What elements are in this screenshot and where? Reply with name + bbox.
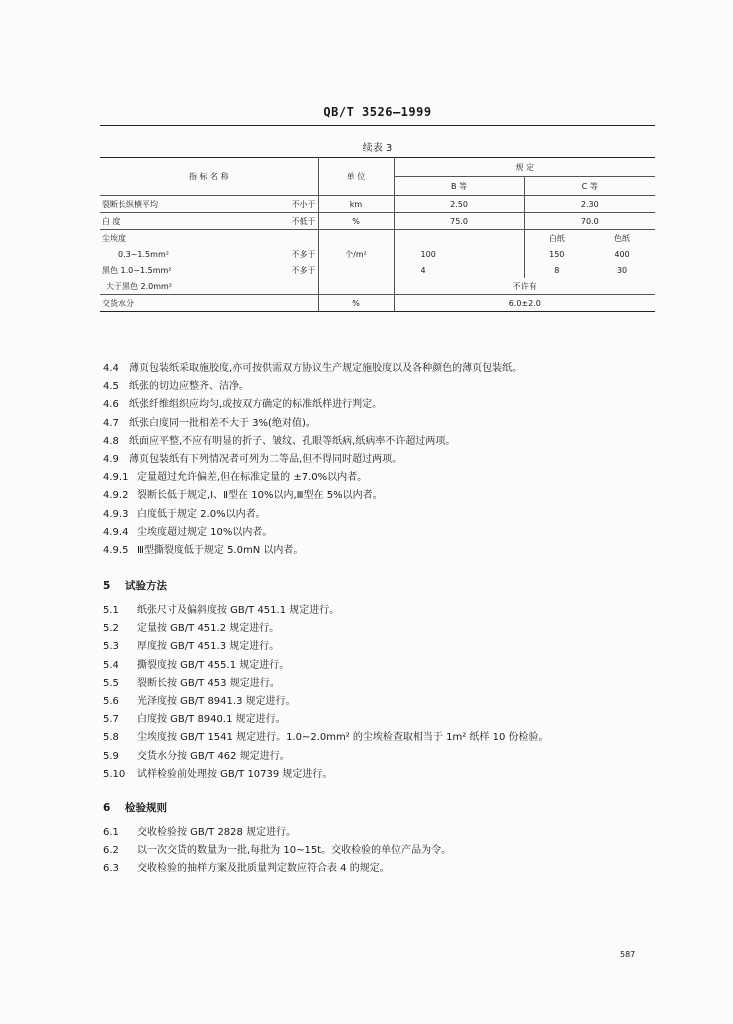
clause-item [103, 657, 663, 675]
clause-number: 5.5 [103, 677, 119, 689]
clause-item [103, 620, 663, 638]
clause-number: 5.4 [103, 659, 119, 671]
clause-text: 纸张白度同一批相差不大于 3%(绝对值)。 [129, 417, 316, 429]
clause-number: 6.1 [103, 827, 119, 838]
clause-item [103, 451, 663, 469]
row-name: 大于黑色 2.0mm² [106, 281, 173, 291]
clause-text: 撕裂度按 GB/T 455.1 规定进行。 [137, 659, 290, 671]
table-row [100, 196, 655, 213]
row-color-value: 400 [614, 249, 630, 259]
table-row [100, 278, 655, 295]
header-grade-b: B 等 [394, 177, 524, 196]
header-unit: 单 位 [318, 158, 394, 196]
table-row [100, 213, 655, 230]
clause-number: 5.6 [103, 695, 119, 707]
table-row [100, 246, 655, 262]
clause-item [103, 487, 663, 505]
clause-item [103, 675, 663, 693]
row-white-value: 8 [554, 265, 560, 275]
clause-number: 4.6 [103, 399, 119, 411]
row-name: 0.3~1.5mm² [118, 249, 169, 259]
clause-number: 4.9.2 [103, 490, 129, 502]
section-heading-5 [103, 578, 167, 593]
clause-text: 定量按 GB/T 451.2 规定进行。 [137, 623, 280, 635]
clause-item [103, 860, 663, 878]
row-limit: 不多于 [230, 262, 318, 278]
clause-number: 5.10 [103, 768, 126, 780]
clause-text: Ⅲ型撕裂度低于规定 5.0mN 以内者。 [137, 544, 304, 556]
clause-text: 纸张尺寸及偏斜度按 GB/T 451.1 规定进行。 [137, 605, 340, 616]
clause-text: 定量超过允许偏差,但在标准定量的 ±7.0%以内者。 [137, 472, 368, 484]
clause-text: 厚度按 GB/T 451.3 规定进行。 [137, 641, 280, 653]
clause-number: 4.5 [103, 381, 119, 393]
row-unit: % [318, 295, 394, 312]
clauses-section-4 [103, 360, 663, 560]
dust-color-paper-label: 色纸 [589, 230, 655, 247]
clause-text: 以一次交货的数量为一批,每批为 10~15t。交收检验的单位产品为令。 [137, 845, 452, 857]
clause-item [103, 638, 663, 656]
row-unit: km [318, 196, 394, 213]
table-row [100, 262, 655, 278]
clause-text: 纸张纤维组织应均匀,或按双方确定的标准纸样进行判定。 [129, 399, 383, 411]
row-name: 裂断长纵横平均 [100, 196, 230, 213]
header-spec: 规 定 [394, 158, 655, 177]
section-title: 试验方法 [125, 580, 167, 592]
row-white-value: 150 [549, 249, 565, 259]
clause-text: 纸面应平整,不应有明显的折子、皱纹、孔眼等纸病,纸病率不许超过两项。 [129, 435, 456, 447]
row-limit: 不低于 [230, 213, 318, 230]
row-limit: 不小于 [230, 196, 318, 213]
clause-number: 4.8 [103, 435, 119, 447]
page-number: 587 [620, 950, 636, 959]
row-grade-c-value: 70.0 [524, 213, 655, 230]
clause-number: 5.1 [103, 605, 119, 616]
table-row [100, 295, 655, 312]
clause-item [103, 602, 663, 620]
row-grade-b-value: 4 [394, 262, 524, 278]
row-grade-b-value: 75.0 [394, 213, 524, 230]
clause-item [103, 693, 663, 711]
row-name: 交货水分 [100, 295, 230, 312]
clause-number: 6.2 [103, 845, 119, 857]
clause-text: 薄页包装纸采取施胶度,亦可按供需双方协议生产规定施胶度以及各种颜色的薄页包装纸。 [129, 363, 523, 374]
clauses-section-6 [103, 824, 663, 879]
clause-text: 尘埃度超过规定 10%以内者。 [137, 526, 273, 538]
row-name: 尘埃度 [100, 230, 230, 247]
section-title: 检验规则 [125, 802, 167, 814]
section-number: 6 [103, 802, 111, 814]
clause-item [103, 824, 663, 842]
clause-item [103, 469, 663, 487]
clause-number: 5.9 [103, 750, 119, 762]
section-heading-6 [103, 800, 167, 815]
row-unit: 个/m² [318, 246, 394, 262]
clause-text: 纸张的切边应整齐、洁净。 [129, 381, 249, 393]
clause-item [103, 396, 663, 414]
clause-number: 5.2 [103, 623, 119, 635]
clause-text: 裂断长低于规定,Ⅰ、Ⅱ型在 10%以内,Ⅲ型在 5%以内者。 [137, 490, 383, 502]
row-merged-value: 6.0±2.0 [394, 295, 655, 312]
row-grade-b-value: 100 [394, 246, 524, 262]
header-indicator-name: 指 标 名 称 [100, 158, 318, 196]
clause-text: 交收检验按 GB/T 2828 规定进行。 [137, 827, 297, 838]
clause-number: 4.9.4 [103, 526, 129, 538]
clause-item [103, 711, 663, 729]
row-name: 白 度 [100, 213, 230, 230]
clause-text: 白度按 GB/T 8940.1 规定进行。 [137, 714, 286, 726]
clause-item [103, 360, 663, 378]
clause-item [103, 506, 663, 524]
clause-number: 4.7 [103, 417, 119, 429]
clause-item [103, 433, 663, 451]
clause-item [103, 542, 663, 560]
row-unit: % [318, 213, 394, 230]
header-grade-c: C 等 [524, 177, 655, 196]
row-grade-b-value: 2.50 [394, 196, 524, 213]
dust-white-paper-label: 白纸 [524, 230, 589, 247]
clause-number: 5.3 [103, 641, 119, 653]
clause-text: 光泽度按 GB/T 8941.3 规定进行。 [137, 695, 296, 707]
clause-item [103, 766, 663, 784]
clause-number: 4.9 [103, 453, 119, 465]
clause-text: 薄页包装纸有下列情况者可列为二等品,但不得同时超过两项。 [129, 453, 403, 465]
clause-number: 5.8 [103, 732, 119, 744]
row-name: 黑色 1.0~1.5mm² [102, 265, 172, 275]
clause-number: 5.7 [103, 714, 119, 726]
clause-number: 4.9.3 [103, 508, 129, 520]
clause-number: 4.4 [103, 363, 119, 374]
spec-table [100, 157, 655, 312]
clause-item [103, 378, 663, 396]
clause-number: 6.3 [103, 863, 119, 875]
table-caption: 续表 3 [362, 143, 393, 154]
clause-text: 尘埃度按 GB/T 1541 规定进行。1.0~2.0mm² 的尘埃检查取相当于 1m² 纸样 10 份检验。 [137, 732, 549, 744]
row-unit [318, 262, 394, 278]
row-merged-value: 不许有 [512, 281, 537, 291]
clause-item [103, 729, 663, 747]
clause-text: 白度低于规定 2.0%以内者。 [137, 508, 266, 520]
row-limit: 不多于 [230, 246, 318, 262]
clauses-section-5 [103, 602, 663, 784]
clause-text: 交收检验的抽样方案及批质量判定数应符合表 4 的规定。 [137, 863, 390, 875]
table-header-row [100, 158, 655, 177]
clause-item [103, 524, 663, 542]
clause-number: 4.9.5 [103, 544, 129, 556]
clause-text: 交货水分按 GB/T 462 规定进行。 [137, 750, 290, 762]
clause-item [103, 842, 663, 860]
table-row-dust-header [100, 230, 655, 247]
clause-number: 4.9.1 [103, 472, 129, 484]
standard-code-header: QB/T 3526—1999 [323, 105, 432, 119]
row-grade-c-value: 2.30 [524, 196, 655, 213]
header-rule [100, 125, 655, 126]
clause-text: 试样检验前处理按 GB/T 10739 规定进行。 [137, 768, 333, 780]
clause-item [103, 415, 663, 433]
row-color-value: 30 [616, 265, 628, 275]
clause-item [103, 748, 663, 766]
section-number: 5 [103, 580, 111, 592]
clause-text: 裂断长按 GB/T 453 规定进行。 [137, 677, 280, 689]
